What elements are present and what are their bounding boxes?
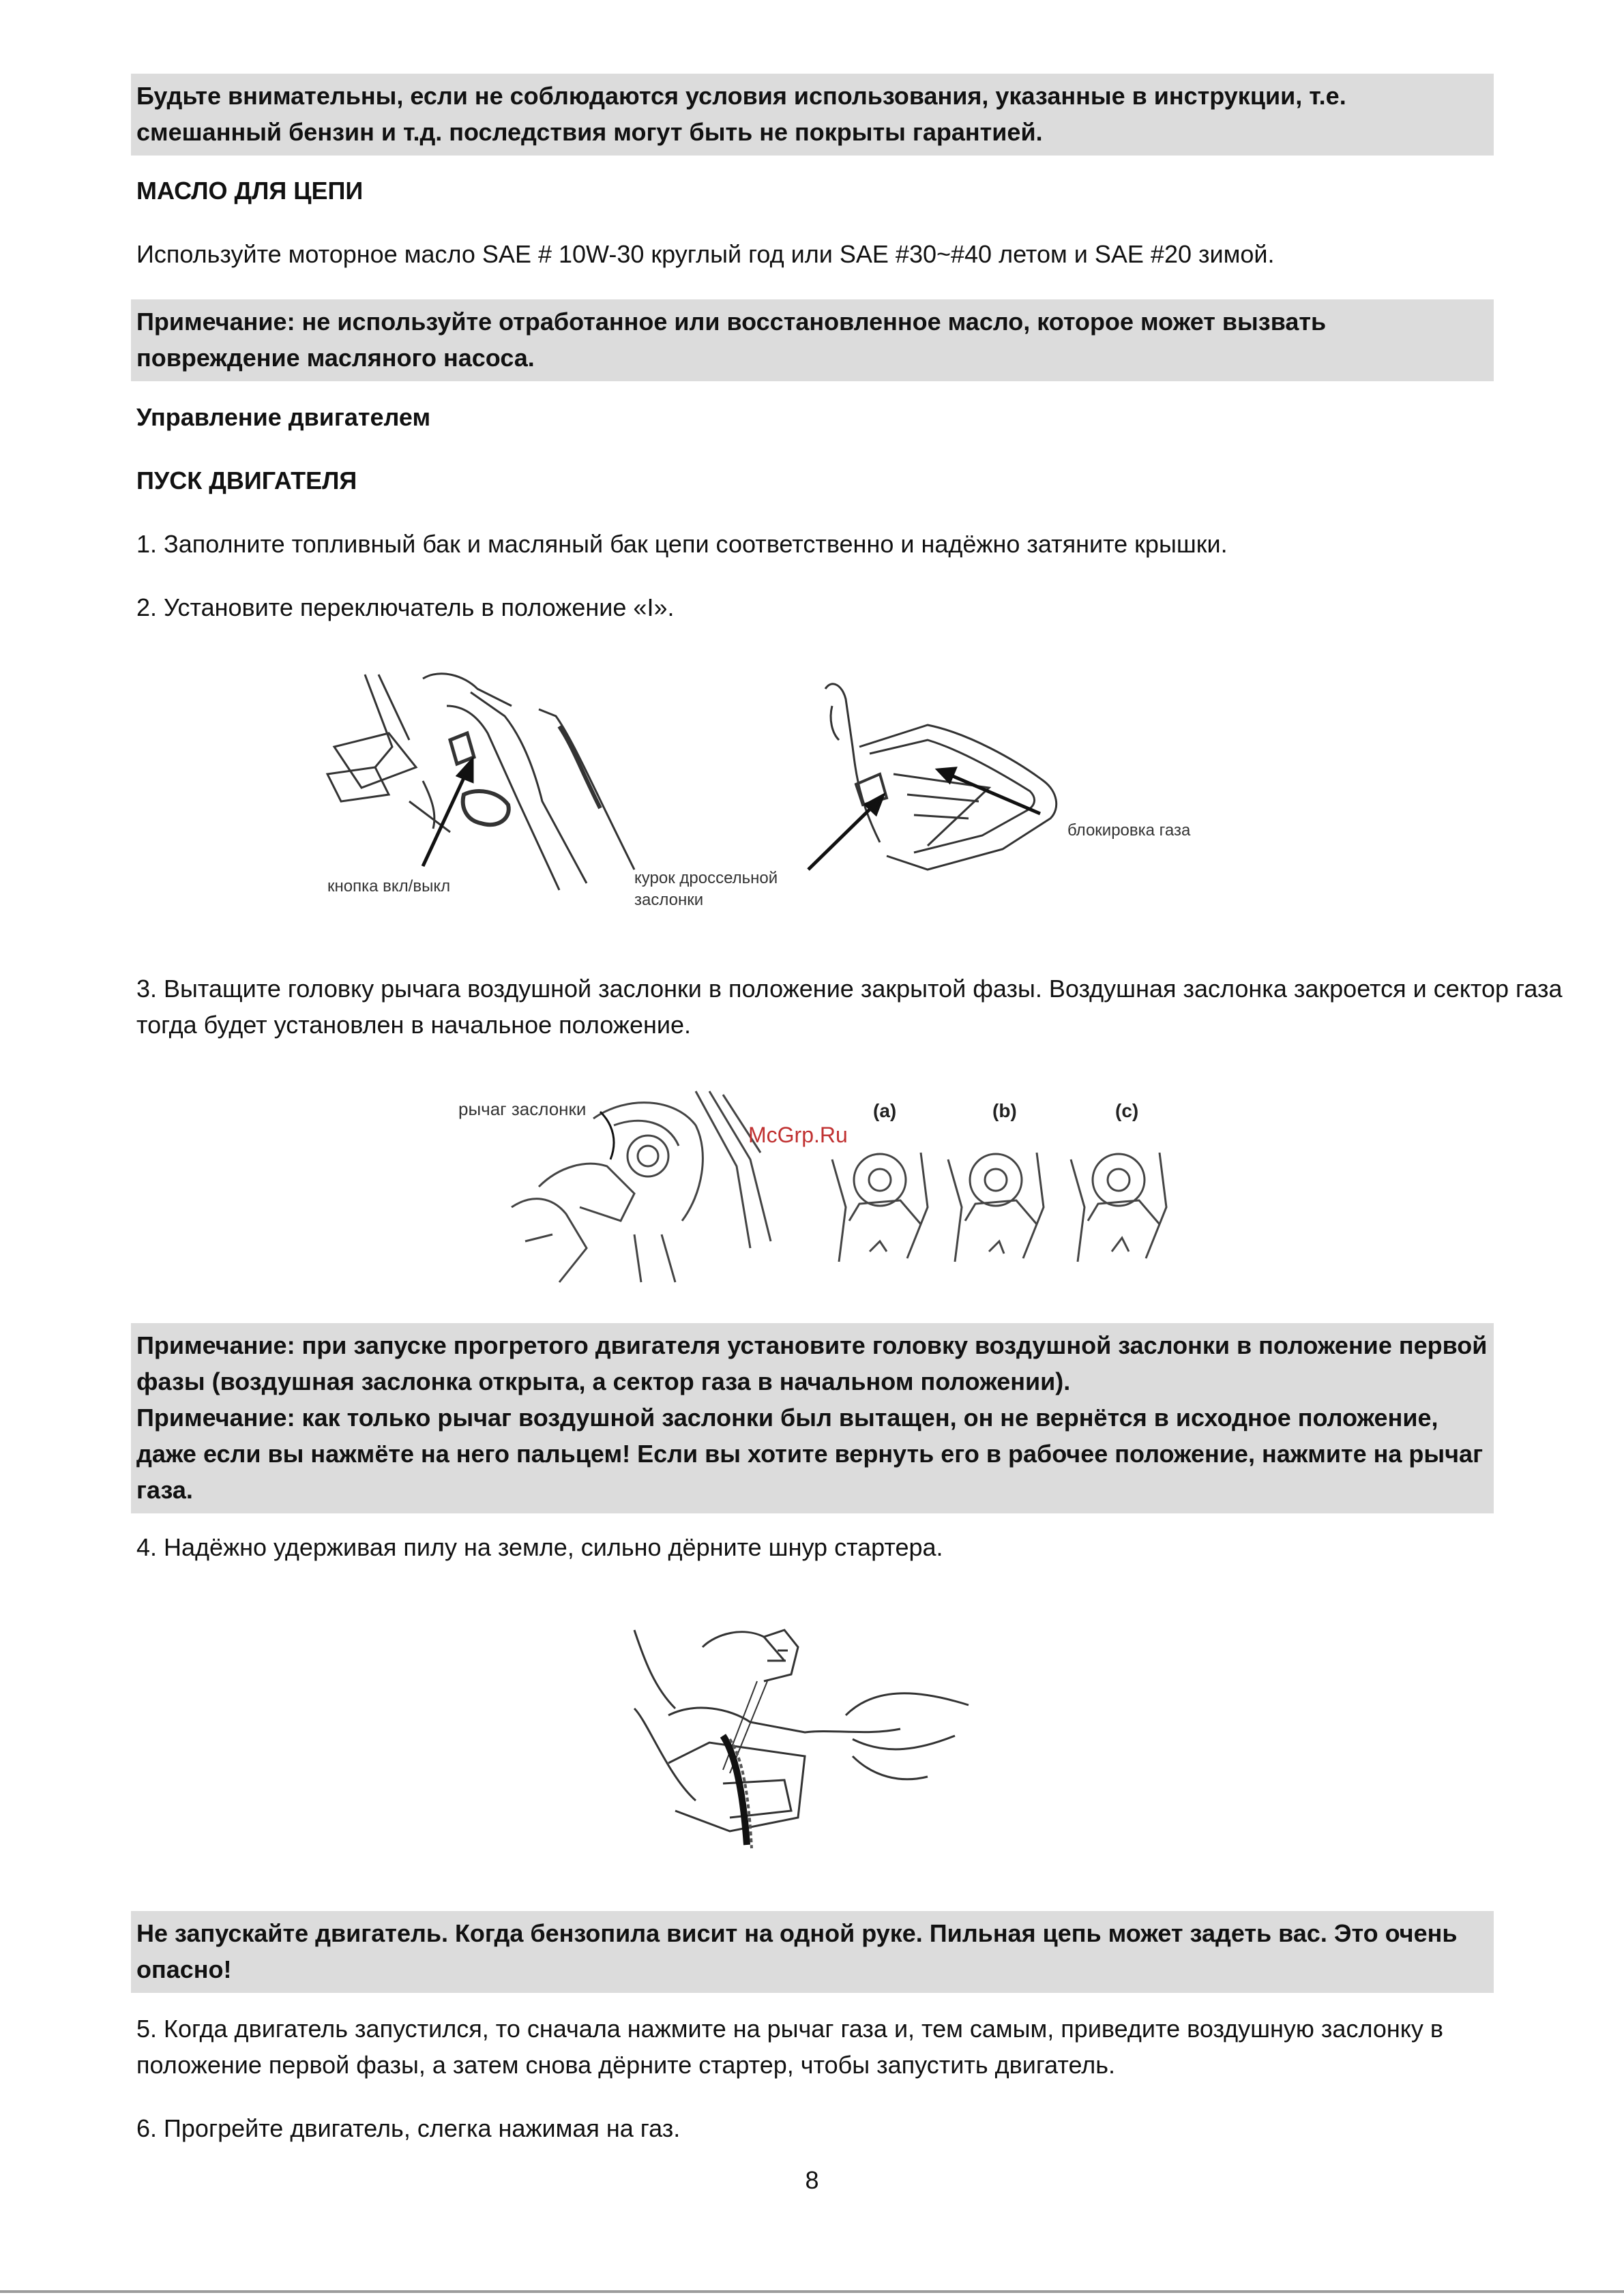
note-choke-2: Примечание: как только рычаг воздушной заслонки был вытащен, он не вернётся в исходное положение, даже если вы нажмёте на него пальцем! Если вы хотите вернуть его в рабочее положение, нажмите на рычаг газа. xyxy=(136,1404,1483,1504)
starter-pull-drawing xyxy=(634,1630,969,1831)
label-position-c: (c) xyxy=(1115,1100,1139,1121)
label-choke-lever: рычаг заслонки xyxy=(458,1099,587,1119)
saw-guide-bar xyxy=(723,1736,747,1845)
label-throttle-lock: блокировка газа xyxy=(1067,821,1191,840)
label-position-a: (a) xyxy=(873,1100,897,1121)
trigger-drawing xyxy=(825,684,1057,870)
watermark: McGrp.Ru xyxy=(748,1123,848,1147)
warning-one-hand-text: Не запускайте двигатель. Когда бензопила висит на одной руке. Пильная цепь может задеть вас. Это очень опасно! xyxy=(136,1919,1458,1983)
note-oil-text: Примечание: не используйте отработанное или восстановленное масло, которое может вызвать повреждение масляного насоса. xyxy=(136,308,1327,372)
label-trigger-line1: курок дроссельной xyxy=(634,869,778,887)
page-bottom-edge xyxy=(0,2290,1624,2293)
note-choke-1: Примечание: при запуске прогретого двигателя установите головку воздушной заслонки в положение первой фазы (воздушная заслонка открыта, а сектор газа в начальном положении). xyxy=(136,1331,1488,1395)
label-switch: кнопка вкл/выкл xyxy=(327,877,451,895)
lock-arrow xyxy=(939,769,1040,814)
switch-drawing xyxy=(327,674,634,890)
trigger-arrow xyxy=(808,796,883,870)
label-trigger-line2: заслонки xyxy=(634,891,704,909)
position-b-drawing xyxy=(948,1153,1044,1262)
figure-starter-pull xyxy=(628,1620,982,1865)
step-4: 4. Надёжно удерживая пилу на земле, сильно дёрните шнур стартера. xyxy=(136,1533,943,1561)
position-a-drawing xyxy=(832,1153,928,1262)
heading-engine-start: ПУСК ДВИГАТЕЛЯ xyxy=(136,467,357,494)
note-oil-box xyxy=(131,299,1494,381)
step-2: 2. Установите переключатель в положение «I». xyxy=(136,593,675,621)
step-1: 1. Заполните топливный бак и масляный бак цепи соответственно и надёжно затяните крышки. xyxy=(136,530,1228,558)
chain-oil-text: Используйте моторное масло SAE # 10W-30 круглый год или SAE #30~#40 летом и SAE #20 зимой. xyxy=(136,240,1275,268)
step-5: 5. Когда двигатель запустился, то сначала нажмите на рычаг газа и, тем самым, приведите воздушную заслонку в положение первой фазы, а затем снова дёрните стартер, чтобы запустить двигатель. xyxy=(136,2015,1444,2079)
warning-warranty-text: Будьте внимательны, если не соблюдаются условия использования, указанные в инструкции, т.е. смешанный бензин и т.д. последствия могут быть не покрыты гарантией. xyxy=(136,82,1346,146)
warning-warranty-box xyxy=(131,74,1494,156)
label-position-b: (b) xyxy=(992,1100,1017,1121)
step-6: 6. Прогрейте двигатель, слегка нажимая на газ. xyxy=(136,2114,681,2142)
warning-one-hand-box xyxy=(131,1911,1494,1993)
choke-lever-arrow xyxy=(600,1112,614,1159)
figure-switch-and-trigger xyxy=(314,665,1200,917)
choke-hand-drawing xyxy=(512,1091,771,1282)
heading-engine-control: Управление двигателем xyxy=(136,403,431,431)
position-c-drawing xyxy=(1071,1153,1166,1262)
figure-choke-lever xyxy=(450,1084,1235,1289)
page-number: 8 xyxy=(805,2166,819,2194)
note-choke-box xyxy=(131,1323,1494,1513)
step-3: 3. Вытащите головку рычага воздушной заслонки в положение закрытой фазы. Воздушная заслонка закроется и сектор газа тогда будет установлен в начальное положение. xyxy=(136,975,1563,1039)
heading-chain-oil: МАСЛО ДЛЯ ЦЕПИ xyxy=(136,177,364,205)
